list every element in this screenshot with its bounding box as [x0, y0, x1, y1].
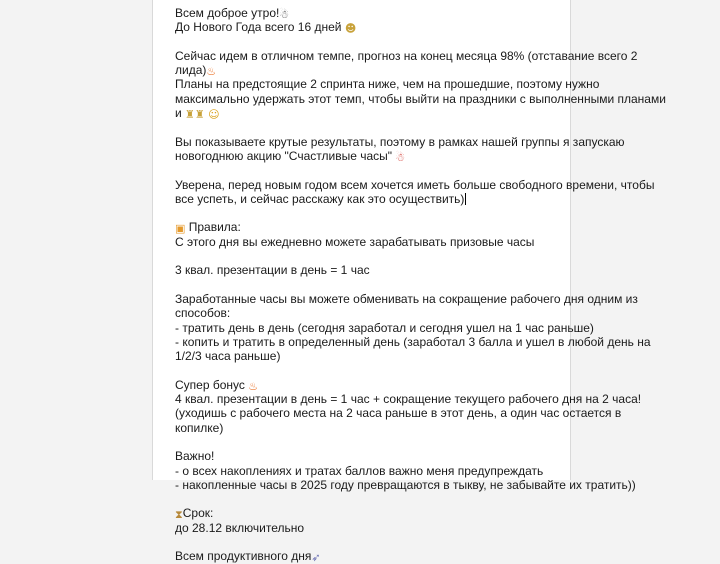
para2-line3 — [175, 106, 555, 120]
spacer — [175, 249, 555, 263]
nerd-face-icon: ☻ — [344, 22, 357, 36]
exchange-line1 — [175, 291, 638, 306]
bonus-text-3: копилке) — [175, 420, 224, 435]
bonus-title-line — [175, 378, 555, 392]
important-title-line — [175, 449, 555, 463]
para3-line2 — [175, 149, 555, 163]
deadline-title: Срок: — [182, 506, 214, 521]
para3-text-2: новогоднюю акцию "Счастливые часы" — [175, 148, 393, 163]
para4-line2 — [175, 192, 555, 206]
exchange-line4 — [175, 334, 651, 349]
rate-line — [175, 263, 555, 277]
spacer — [175, 435, 555, 449]
money-bag-icon: ♜ — [194, 108, 205, 122]
rules-title: Правила: — [188, 220, 241, 235]
bonus-line1 — [175, 392, 642, 407]
exchange-line2 — [175, 306, 555, 320]
bonus-title: Супер бонус — [175, 377, 245, 392]
rules-text-1: С этого дня вы ежедневно можете зарабатывать призовые часы — [175, 234, 535, 249]
para2-text-3: и — [175, 106, 182, 121]
spacer — [175, 278, 555, 292]
spacer — [175, 163, 555, 177]
gift-icon: ▣ — [175, 222, 186, 236]
important-title: Важно! — [175, 449, 215, 464]
exchange-text-4: - копить и тратить в определенный день (заработал 3 балла и ушел в любой день на — [175, 334, 651, 349]
rate-text: 3 квал. презентации в день = 1 час — [175, 263, 370, 278]
para4-text-2: все успеть, и сейчас расскажу как это осуществить) — [175, 191, 465, 206]
exchange-text-5: 1/2/3 часа раньше) — [175, 349, 281, 364]
bonus-line2 — [175, 406, 622, 421]
greeting-text: Всем доброе утро! — [175, 6, 280, 20]
exchange-text-1: Заработанные часы вы можете обменивать на сокращение рабочего дня одним из — [175, 291, 638, 306]
countdown-line — [175, 20, 555, 34]
important-text-2: - накопленные часы в 2025 году превращаются в тыкву, не забывайте их тратить)) — [175, 477, 636, 492]
important-text-1: - о всех накоплениях и тратах баллов важно меня предупреждать — [175, 463, 544, 478]
countdown-text: До Нового Года всего 16 дней — [175, 20, 342, 35]
text-cursor — [465, 193, 466, 205]
para1-line1 — [175, 48, 638, 63]
deadline-text-1: до 28.12 включительно — [175, 520, 305, 535]
rules-title-line — [175, 220, 555, 234]
rocket-icon: ➶ — [311, 551, 321, 564]
spacer — [175, 492, 555, 506]
para2-line2 — [175, 91, 666, 106]
spacer — [175, 35, 555, 49]
greeting-line — [175, 6, 555, 20]
para2-text-2: максимально удержать этот темп, чтобы выйти на праздники с выполненными планами — [175, 91, 666, 106]
spacer — [175, 363, 555, 377]
bonus-text-2: (уходишь с рабочего места на 2 часа раньше в этот день, а один час остается в — [175, 406, 622, 421]
bonus-line3 — [175, 421, 555, 435]
spacer — [175, 535, 555, 549]
para2-line1 — [175, 77, 600, 92]
message-editor[interactable] — [152, 0, 666, 564]
para4-line1 — [175, 177, 655, 192]
fire-icon: ♨ — [206, 65, 217, 79]
para4-text-1: Уверена, перед новым годом всем хочется иметь больше свободного времени, чтобы — [175, 177, 655, 192]
important-line1 — [175, 464, 555, 478]
closing-text: Всем продуктивного дня — [175, 549, 312, 564]
hourglass-icon: ⧗ — [175, 508, 183, 522]
closing-line — [175, 549, 555, 563]
spacer — [175, 120, 555, 134]
exchange-line3 — [175, 320, 594, 335]
spacer — [175, 206, 555, 220]
bonus-text-1: 4 квал. презентации в день = 1 час + сокращение текущего рабочего дня на 2 часа! — [175, 392, 642, 407]
person-with-hat-icon: ☃ — [279, 8, 290, 21]
santa-icon: ☃ — [395, 150, 406, 164]
rules-line1 — [175, 235, 555, 249]
fire-icon: ♨ — [248, 379, 259, 393]
exchange-text-3: - тратить день в день (сегодня заработал и сегодня ушел на 1 час раньше) — [175, 320, 594, 335]
smile-icon: ☺ — [208, 108, 220, 122]
para3-line1 — [175, 134, 625, 149]
deadline-title-line — [175, 506, 555, 520]
exchange-text-2: способов: — [175, 306, 231, 321]
money-bag-icon: ♜ — [185, 108, 195, 122]
para1-text-1: Сейчас идем в отличном темпе, прогноз на конец месяца 98% (отставание всего 2 — [175, 48, 638, 63]
para2-text-1: Планы на предстоящие 2 спринта ниже, чем на прошедшие, поэтому нужно — [175, 77, 600, 92]
deadline-line1 — [175, 521, 555, 535]
para1-text-2: лида) — [175, 63, 207, 78]
para3-text-1: Вы показываете крутые результаты, поэтому в рамках нашей группы я запускаю — [175, 134, 625, 149]
para1-line2 — [175, 63, 555, 77]
exchange-line5 — [175, 349, 555, 363]
